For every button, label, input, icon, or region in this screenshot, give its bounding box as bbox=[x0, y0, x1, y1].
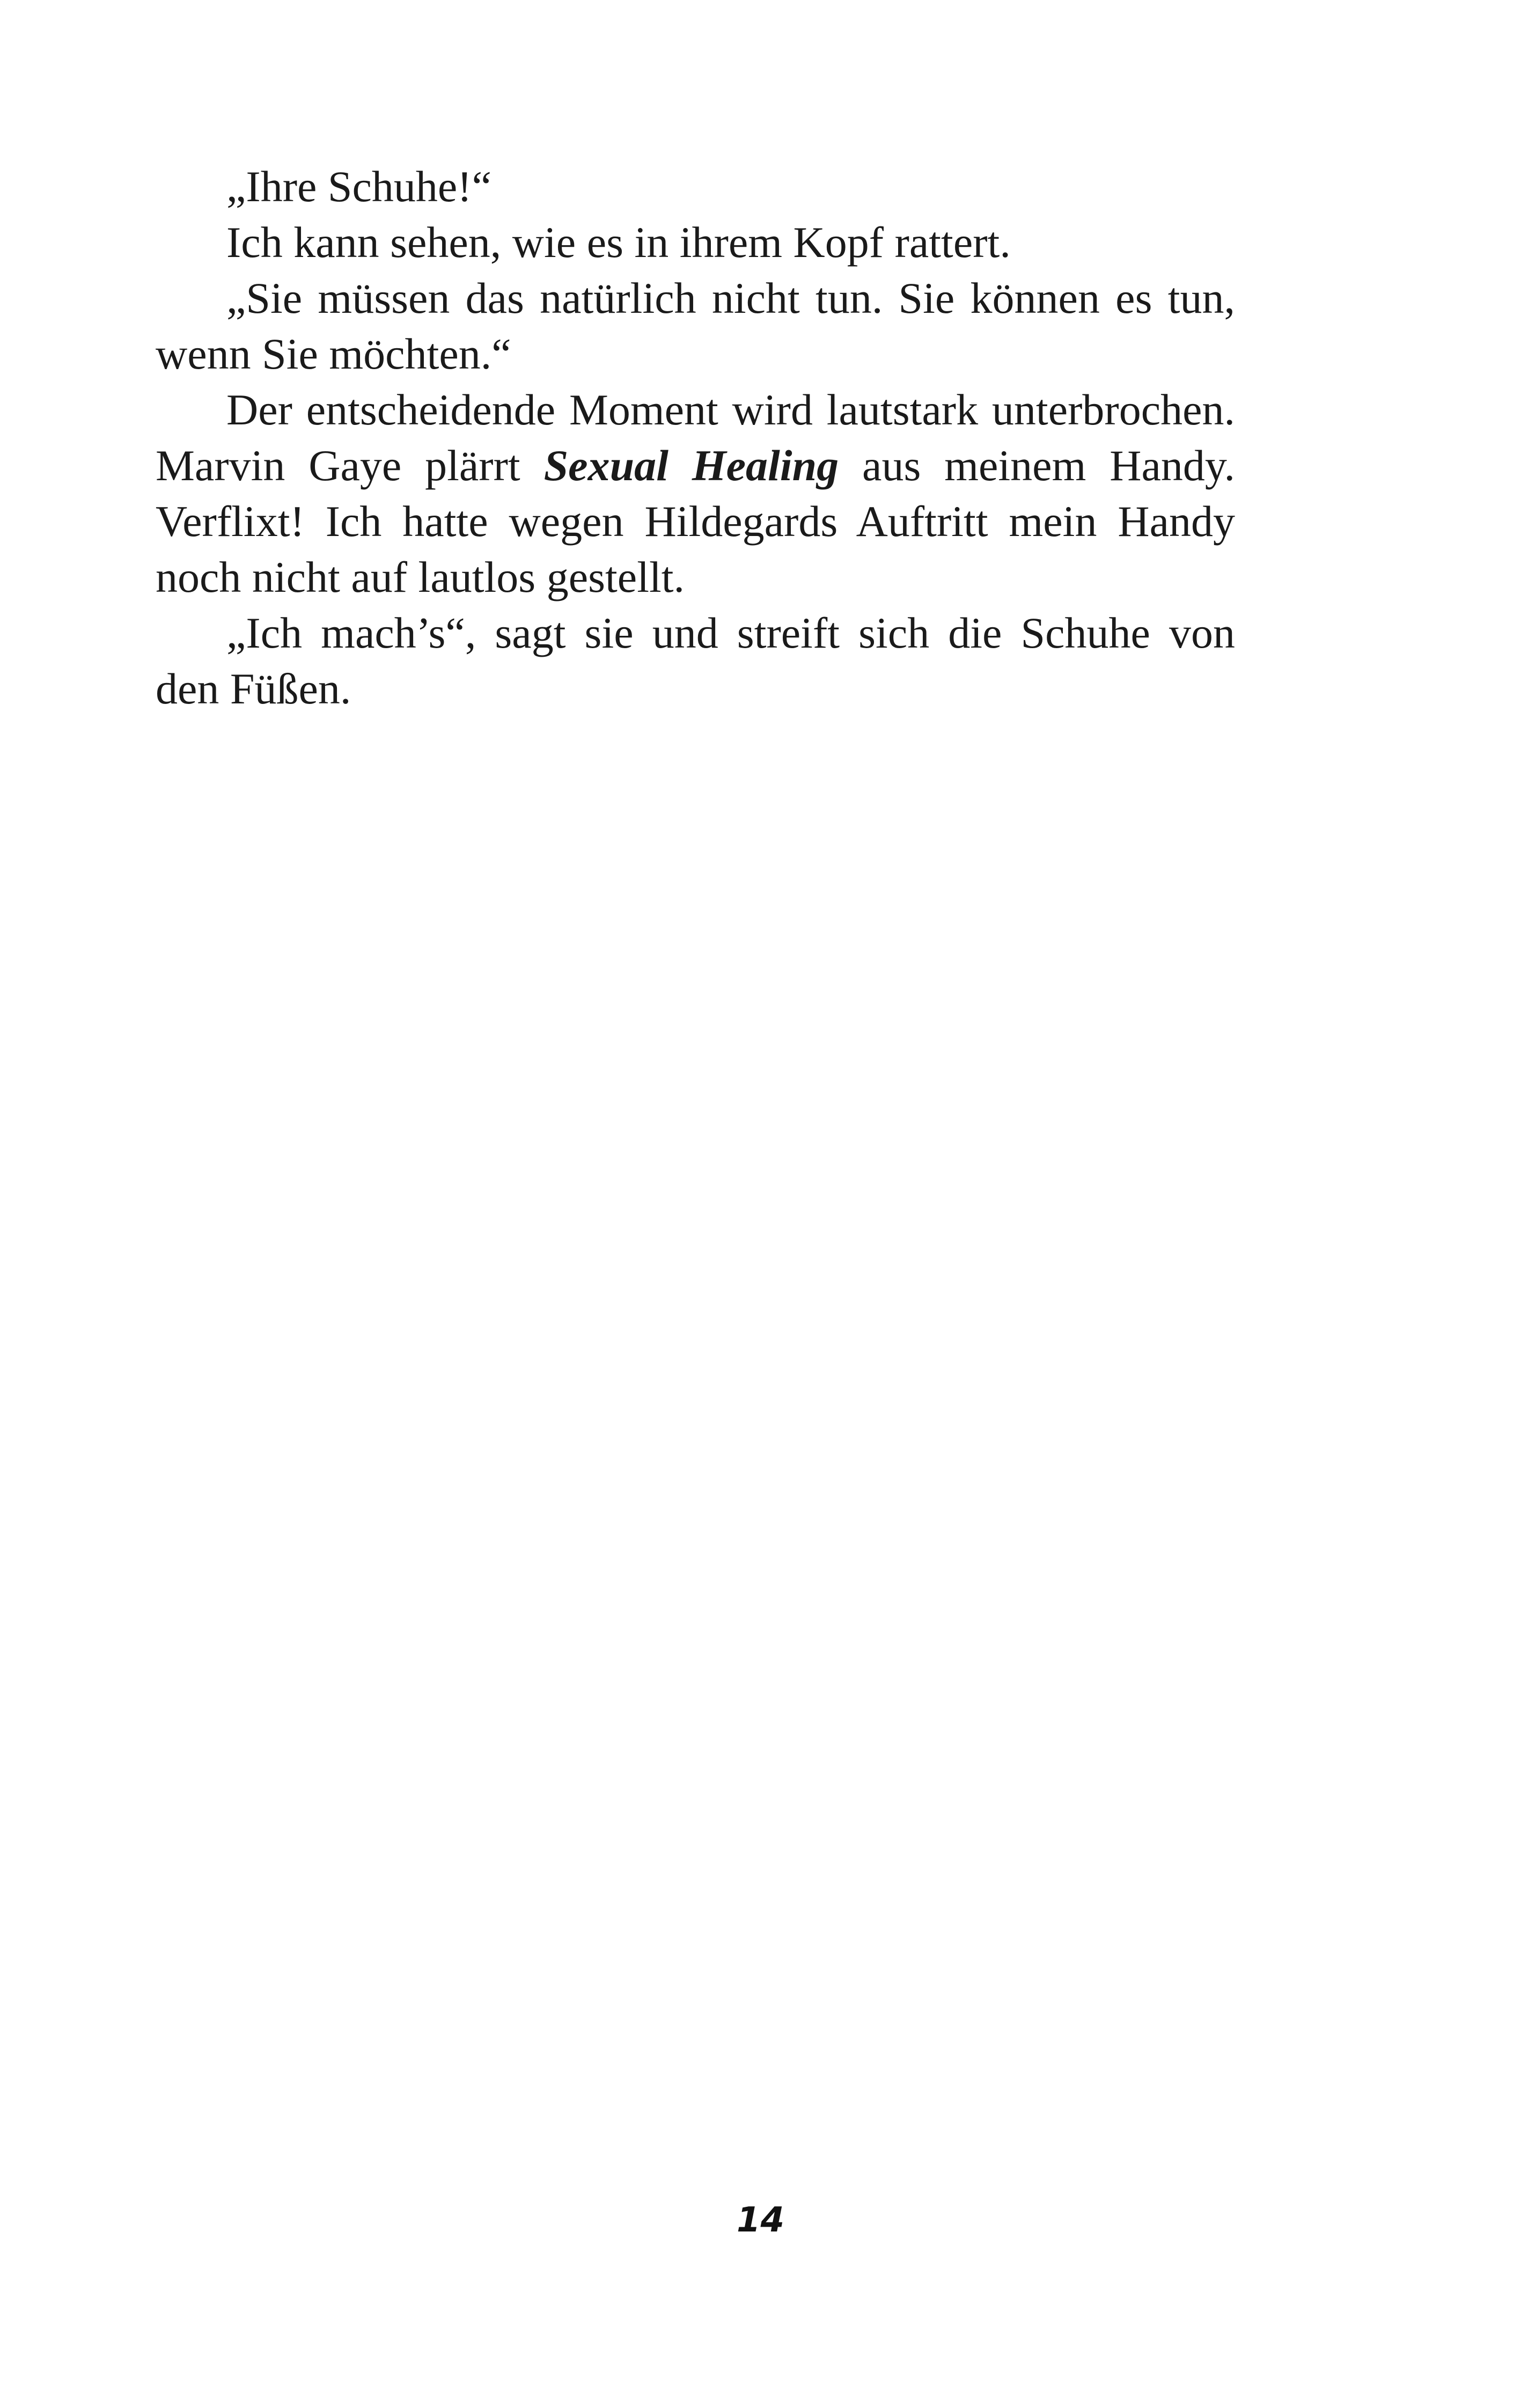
page-number: 14 bbox=[736, 2200, 785, 2240]
paragraph-3: „Sie müssen das natürlich nicht tun. Sie können es tun, wenn Sie möchten.“ bbox=[156, 274, 1235, 378]
paragraph-2: Ich kann sehen, wie es in ihrem Kopf rattert. bbox=[226, 218, 1011, 267]
paragraph-4-text-after: aus meinem Handy. Verflixt! Ich hatte wegen Hildegards Auftritt mein Handy noch nicht auf lautlos gestellt. bbox=[156, 441, 1236, 601]
song-title: Sexual Healing bbox=[543, 441, 839, 490]
paragraph-1: „Ihre Schuhe!“ bbox=[226, 162, 492, 211]
book-page-text bbox=[156, 159, 1235, 717]
paragraph-4-text-before: Der entscheidende Moment wird lautstark unterbrochen. Marvin Gaye plärrt bbox=[156, 385, 1235, 490]
paragraph-5: „Ich mach’s“, sagt sie und streift sich die Schuhe von den Füßen. bbox=[156, 608, 1235, 713]
paragraph-4 bbox=[156, 382, 1235, 605]
